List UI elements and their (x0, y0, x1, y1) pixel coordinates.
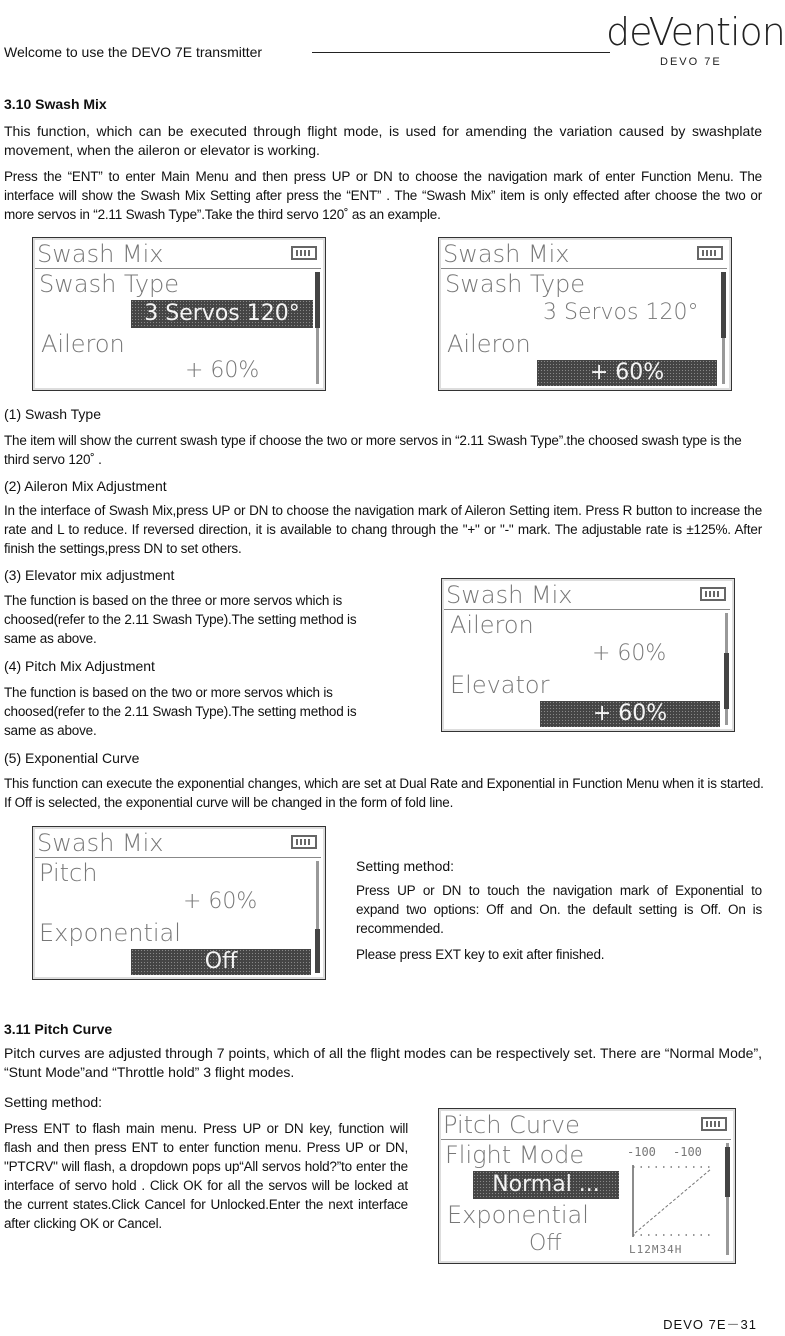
battery-icon (701, 1117, 727, 1131)
swash-mix-intro: This function, which can be executed through flight mode, is used for amending the variation caused by swashplate movement, when the aileron or elevator is working. (4, 123, 762, 158)
battery-icon (697, 246, 723, 260)
scrollbar (725, 613, 728, 725)
battery-icon (291, 246, 317, 260)
lcd-label: Swash Type (39, 270, 180, 298)
curve-axis-labels: L12M34H (629, 1243, 683, 1256)
lcd-screen-aileron-selected (438, 237, 732, 391)
section-heading-swash-mix: 3.10 Swash Mix (4, 96, 107, 112)
scrollbar (726, 1143, 729, 1255)
setting-method-title: Setting method: (356, 858, 455, 874)
battery-icon (291, 835, 317, 849)
lcd-title: Swash Mix (37, 240, 164, 268)
header-title: Welcome to use the DEVO 7E transmitter (4, 44, 263, 60)
pitch-curve-setting-text: Press ENT to flash main menu. Press UP or DN key, function will flash and then press ENT to enter function menu. Press UP or DN, "PTCRV" will flash, a dropdown pops up“All servos hold?”to enter the interface of servo hold . Click OK for all the servos will be locked at the current states.Click Cancel for Unlocked.Enter the next interface after clicking OK or Cancel. (4, 1121, 408, 1231)
lcd-label: Elevator (450, 671, 550, 699)
lcd-value-selected: 3 Servos 120° (131, 300, 313, 328)
lcd-value-selected: Normal ... (473, 1171, 619, 1199)
lcd-value: 3 Servos 120° (543, 300, 699, 325)
lcd-title: Swash Mix (37, 829, 164, 857)
brand-logo-subtitle: DEVO 7E (660, 56, 722, 68)
item-title-pitch-mix: (4) Pitch Mix Adjustment (4, 658, 155, 674)
lcd-label: Flight Mode (445, 1141, 585, 1169)
lcd-label: Swash Type (445, 270, 586, 298)
lcd-label: Exponential (39, 919, 181, 947)
section-heading-pitch-curve: 3.11 Pitch Curve (4, 1021, 113, 1037)
item-title-elevator-mix: (3) Elevator mix adjustment (4, 567, 175, 583)
lcd-label: Aileron (41, 330, 125, 358)
lcd-value: + 60% (592, 641, 667, 666)
header-rule (312, 52, 610, 53)
item-title-swash-type: (1) Swash Type (4, 406, 102, 422)
lcd-label: Aileron (447, 330, 531, 358)
lcd-label: Pitch (39, 859, 98, 887)
lcd-title: Swash Mix (443, 240, 570, 268)
setting-method-text: Press UP or DN to touch the navigation mark of Exponential to expand two options: Off and On. the default setting is Off. On is recommended. (356, 883, 762, 936)
curve-left-value: -100 (627, 1145, 656, 1159)
lcd-screen-pitch-curve (438, 1108, 736, 1264)
swash-mix-navigation: Press the “ENT” to enter Main Menu and then press UP or DN to choose the navigation mark of enter Function Menu. The interface will show the Swash Mix Setting after press the “ENT” . The “Swash Mix” item is only effected after choose the two or more servos in “2.11 Swash Type”.Take the third servo 120˚ as an example. (4, 169, 762, 222)
lcd-screen-exponential (32, 826, 326, 980)
lcd-title: Swash Mix (446, 581, 573, 609)
lcd-value-selected: + 60% (537, 360, 717, 386)
item-text-pitch-mix: The function is based on the two or more servos which is choosed(refer to the 2.11 Swash Type).The setting method is same as above. (4, 685, 357, 738)
battery-icon (700, 587, 726, 601)
lcd-value: + 60% (185, 358, 260, 383)
item-text-exponential: This function can execute the exponential changes, which are set at Dual Rate and Exponential in Function Menu when it is started. If Off is selected, the exponential curve will be changed in the form of fold line. (4, 776, 764, 810)
page-footer: DEVO 7E－31 (663, 1317, 757, 1332)
brand-logo: deVention (606, 10, 785, 54)
item-text-elevator-mix: The function is based on the three or more servos which is choosed(refer to the 2.11 Swash Type).The setting method is same as above. (4, 593, 357, 646)
item-title-aileron-mix: (2) Aileron Mix Adjustment (4, 478, 167, 494)
lcd-value-selected: + 60% (540, 701, 720, 727)
pitch-curve-graph (629, 1161, 723, 1243)
scrollbar (316, 272, 319, 384)
lcd-value: Off (529, 1231, 562, 1256)
pitch-curve-intro: Pitch curves are adjusted through 7 points, which of all the flight modes can be respectively set. There are “Normal Mode”, “Stunt Mode”and “Throttle hold” 3 flight modes. (4, 1045, 762, 1080)
lcd-label: Aileron (450, 611, 534, 639)
lcd-screen-swash-type (32, 237, 326, 391)
lcd-value: + 60% (183, 889, 258, 914)
lcd-label: Exponential (447, 1201, 589, 1229)
pitch-curve-setting-title: Setting method: (4, 1094, 103, 1110)
setting-method-exit: Please press EXT key to exit after finished. (356, 947, 605, 962)
lcd-value-selected: Off (131, 949, 311, 975)
item-title-exponential: (5) Exponential Curve (4, 750, 140, 766)
scrollbar (722, 272, 725, 384)
scrollbar (316, 861, 319, 973)
item-text-swash-type: The item will show the current swash type if choose the two or more servos in “2.11 Swash Type”.the choosed swash type is the third servo 120˚ . (4, 433, 742, 467)
lcd-title: Pitch Curve (443, 1111, 580, 1139)
lcd-screen-elevator-selected (441, 578, 735, 732)
curve-right-value: -100 (673, 1145, 702, 1159)
item-text-aileron-mix: In the interface of Swash Mix,press UP or DN to choose the navigation mark of Aileron Setting item. Press R button to increase the rate and L to reduce. If reversed direction, it is available to chang through the "+" or "-" mark. The adjustable rate is ±125%. After finish the settings,press DN to set others. (4, 503, 762, 556)
